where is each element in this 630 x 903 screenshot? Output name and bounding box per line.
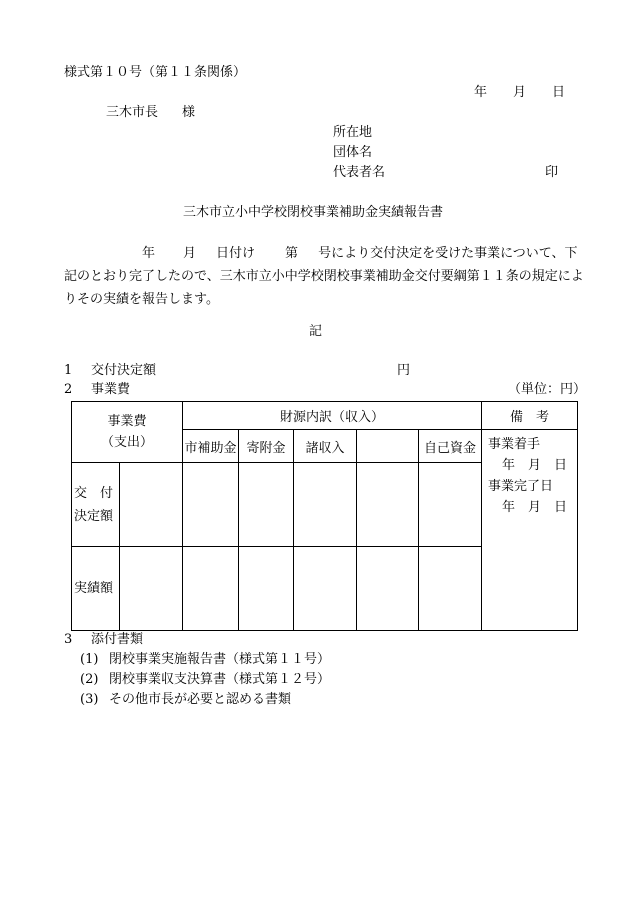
attachment-3-text: その他市長が必要と認める書類 [109,692,292,707]
expense-header-line1: 事業費 [107,414,147,429]
remarks-start-date: 年 月 日 [502,458,568,473]
actual-donation-cell[interactable] [239,547,294,631]
item1-number: 1 [64,363,73,378]
actual-expense-cell[interactable] [120,547,183,631]
org-name-label: 団体名 [333,145,373,160]
attachment-1-number: (1) [80,652,99,667]
date-month: 月 [513,85,527,100]
budget-table [71,401,578,631]
sub-header-own-funds: 自己資金 [419,430,482,463]
remarks-end-label: 事業完了日 [488,479,554,494]
attachment-3-number: (3) [80,692,99,707]
form-number: 様式第１０号（第１１条関係） [64,65,247,80]
addressee-name: 三木市長 [106,105,159,120]
row-label-decision-line2: 決定額 [74,508,114,524]
address-label: 所在地 [333,125,373,140]
date-line [474,86,565,99]
row-label-decision [72,463,120,547]
body-year: 年 [142,246,156,261]
body-month: 月 [183,246,197,261]
row-label-decision-line1: 交 付 [74,485,114,501]
decision-city-subsidy-cell[interactable] [183,463,239,547]
sub-header-blank [357,430,419,463]
decision-donation-cell[interactable] [239,463,294,547]
attachment-2-number: (2) [80,672,99,687]
row-label-actual: 実績額 [72,547,120,631]
sub-header-city-subsidy: 市補助金 [183,430,239,463]
addressee-honorific: 様 [182,105,196,120]
remarks-header: 備 考 [482,402,578,430]
decision-own-funds-cell[interactable] [419,463,482,547]
attachment-2-text: 閉校事業収支決算書（様式第１２号） [109,672,331,687]
item2-label: 事業費 [91,382,131,397]
actual-own-funds-cell[interactable] [419,547,482,631]
attachment-1-text: 閉校事業実施報告書（様式第１１号） [109,652,331,667]
ki-heading: 記 [309,324,323,339]
body-number-prefix: 第 [285,246,299,261]
seal-mark: 印 [545,165,559,180]
body-paragraph [64,242,584,311]
source-header: 財源内訳（収入） [183,402,482,430]
document-title: 三木市立小中学校閉校事業補助金実績報告書 [183,205,444,220]
date-day: 日 [552,85,566,100]
representative-label: 代表者名 [333,165,386,180]
item2-unit-note: （単位：円） [508,382,587,397]
sub-header-misc-income: 諸収入 [294,430,357,463]
item2-number: 2 [64,382,73,397]
body-text: 号により交付決定を受けた事業について、下記のとおり完了したので、三木市立小中学校閉校事業補助金交付要綱第１１条の規定によりその実績を報告します。 [64,246,584,307]
expense-header [72,402,183,463]
decision-misc-income-cell[interactable] [294,463,357,547]
decision-blank-cell[interactable] [357,463,419,547]
item3-number: 3 [64,632,73,647]
remarks-start-label: 事業着手 [488,437,541,452]
remarks-end-date: 年 月 日 [502,500,568,515]
decision-expense-cell[interactable] [120,463,183,547]
remarks-cell [482,430,578,631]
body-day-ref: 日付け [216,246,256,261]
addressee [106,106,195,119]
item3-label: 添付書類 [91,632,144,647]
expense-header-line2: （支出） [101,435,154,450]
item1-label: 交付決定額 [91,363,157,378]
actual-blank-cell[interactable] [357,547,419,631]
item1-unit: 円 [397,363,411,378]
actual-city-subsidy-cell[interactable] [183,547,239,631]
sub-header-donation: 寄附金 [239,430,294,463]
actual-misc-income-cell[interactable] [294,547,357,631]
date-year: 年 [474,85,488,100]
